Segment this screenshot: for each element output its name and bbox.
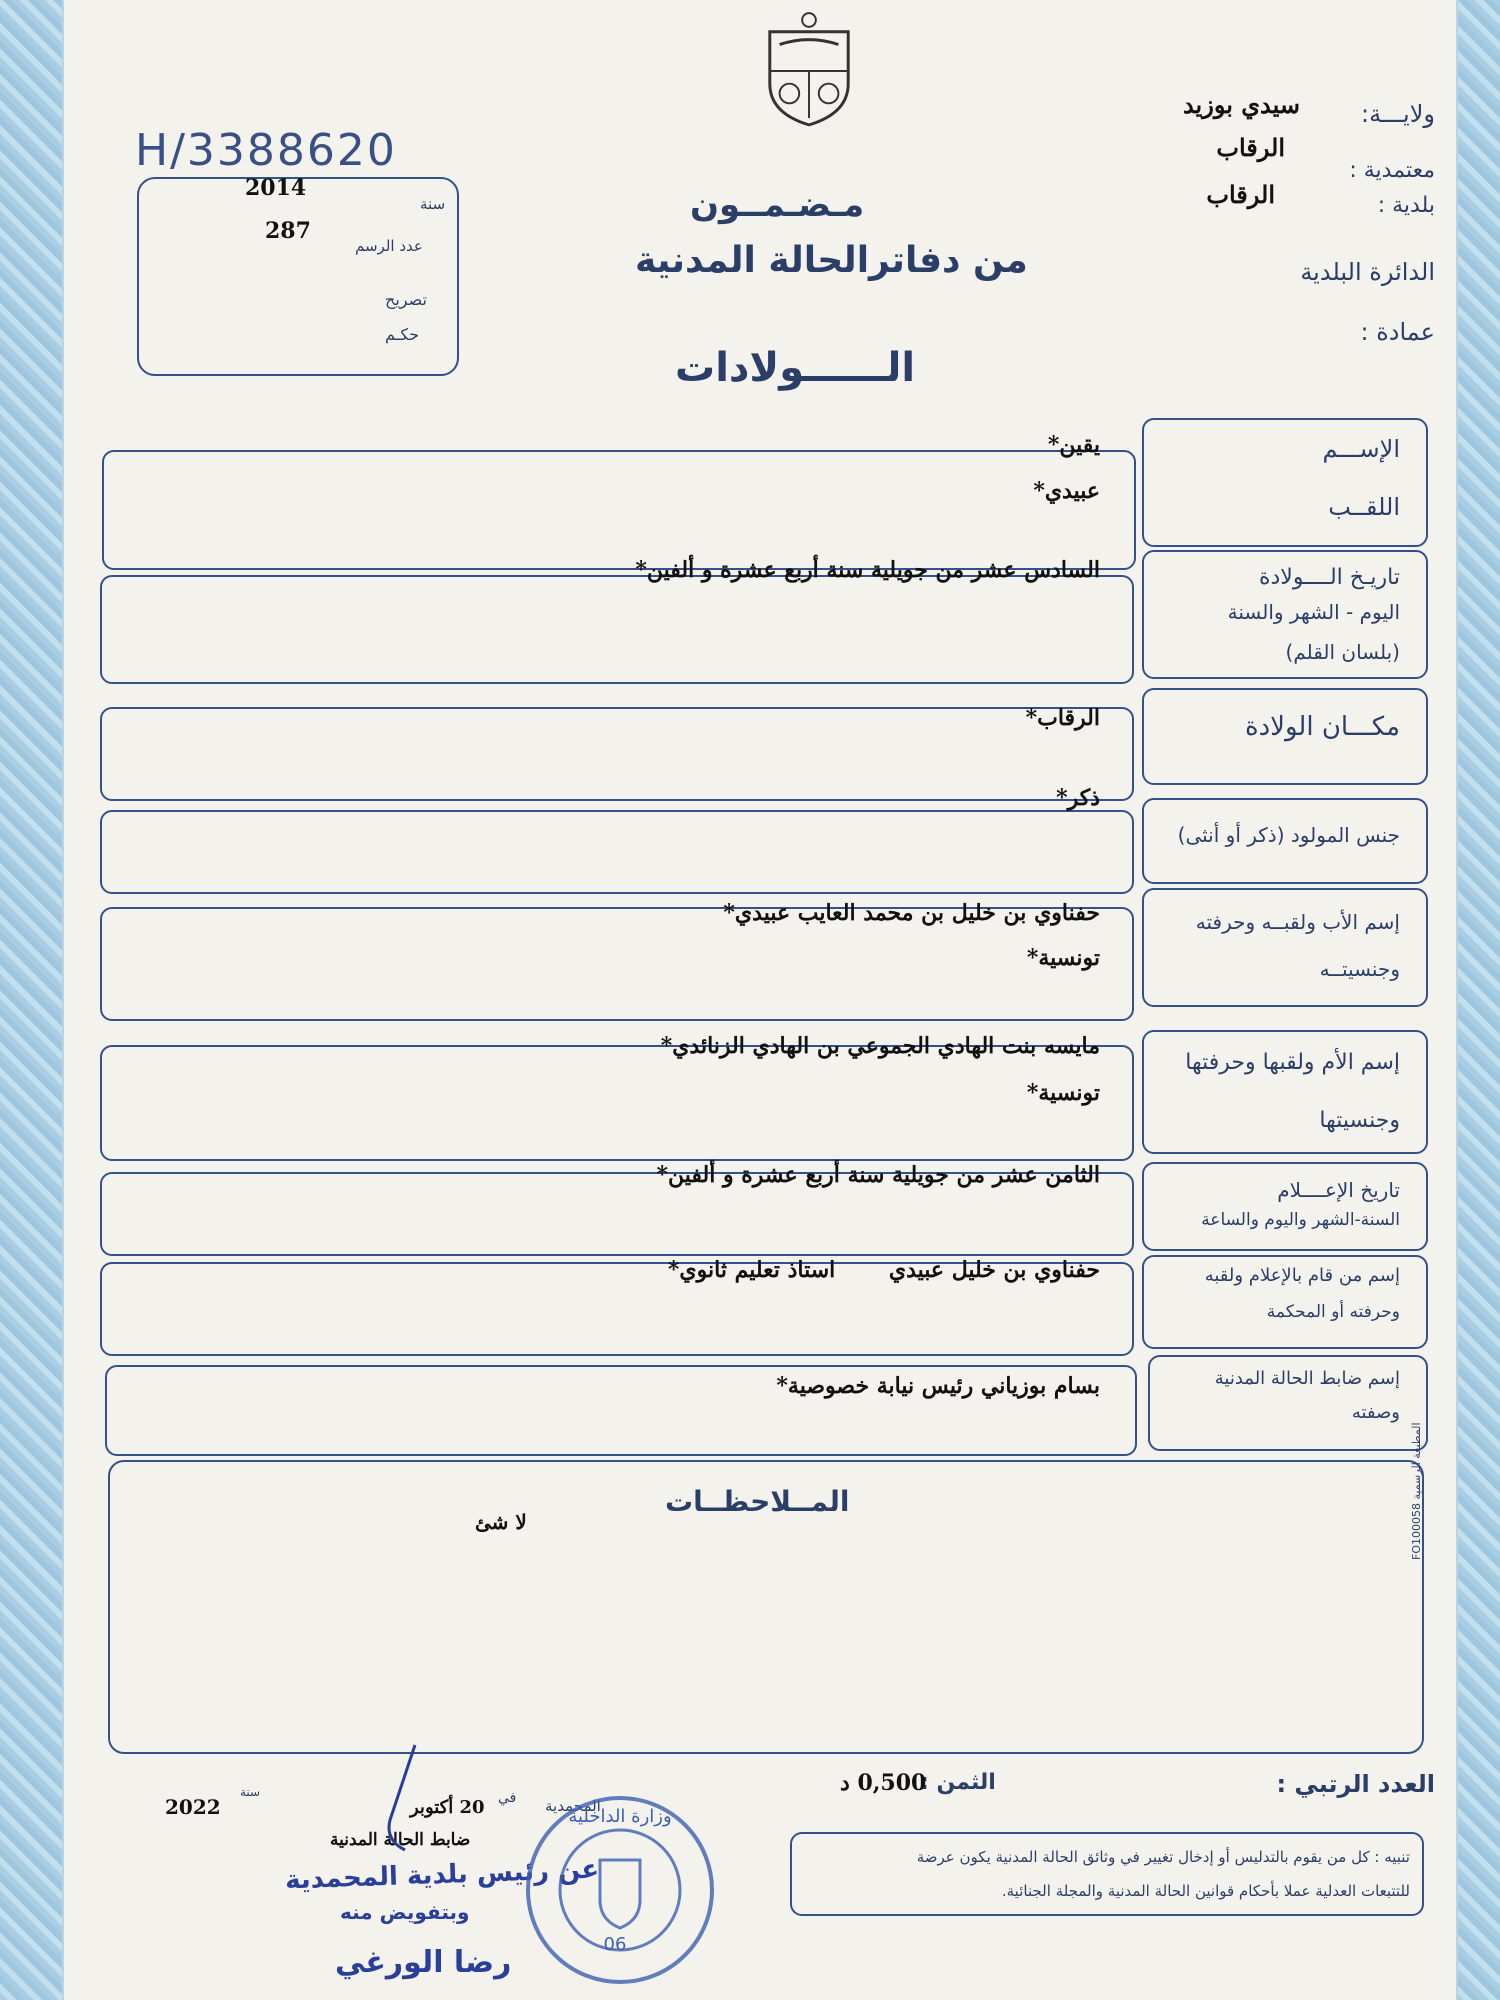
wilaya-label: ولايـــة: (1360, 100, 1435, 128)
printer-mark: المطبعة الرسمية FO100058 (1410, 1422, 1423, 1560)
price-value: 0,500 د (840, 1770, 927, 1796)
value-box-sex (100, 810, 1134, 894)
value-sex: ذكر* (1056, 785, 1100, 811)
label-declaration-date: تاريخ الإعــــلام (1277, 1178, 1400, 1202)
footer-place: المحمدية (545, 1797, 601, 1815)
tunisia-emblem-icon (760, 10, 858, 128)
registry-act-label: عدد الرسم (355, 237, 423, 255)
registry-judgment: حكـم (385, 325, 420, 344)
value-birth-place: الرقاب* (1025, 705, 1100, 731)
label-father: إسم الأب ولقبــه وحرفته (1195, 910, 1400, 934)
value-declarant: حفناوي بن خليل عبيدي استاذ تعليم ثانوي* (667, 1257, 1100, 1283)
label-declarant-sub: وحرفته أو المحكمة (1266, 1302, 1400, 1322)
registry-year-value: 2014 (245, 175, 307, 201)
omada-label: عمادة : (1360, 318, 1435, 346)
label-birth-date-sub: اليوم - الشهر والسنة (1227, 600, 1400, 624)
serial-number: H/3388620 (135, 125, 397, 176)
value-box-birth-date (100, 575, 1134, 684)
warning-line2: للتتبعات العدلية عملا بأحكام قوانين الحالة المدنية والمجلة الجنائية. (1001, 1882, 1410, 1900)
footer-officer: ضابط الحالة المدنية (330, 1830, 471, 1850)
notes-title: المــلاحظــات (665, 1485, 850, 1518)
label-mother: إسم الأم ولقبها وحرفتها (1185, 1050, 1400, 1075)
title-line2: من دفاترالحالة المدنية (635, 240, 1028, 281)
label-mother-nationality: وجنسيتها (1319, 1108, 1400, 1133)
label-name: الإســـم (1322, 435, 1400, 463)
label-box-declaration-date (1142, 1162, 1428, 1251)
label-father-nationality: وجنسيتــه (1319, 957, 1400, 981)
label-box-father (1142, 888, 1428, 1007)
label-officer-sub: وصفته (1351, 1402, 1400, 1423)
footer-date-prefix: في (498, 1790, 517, 1806)
seal-text: وزارة الداخلية (568, 1806, 672, 1827)
registry-declaration: تصريح (385, 290, 427, 309)
warning-line1: تنبيه : كل من يقوم بالتدليس أو إدخال تغيير في وثائق الحالة المدنية يكون عرضة (916, 1848, 1410, 1866)
registry-act-value: 287 (265, 218, 311, 244)
label-birth-date-pen: (بلسان القلم) (1285, 640, 1400, 664)
value-box-name (102, 450, 1136, 570)
signature-scribble-icon (360, 1740, 440, 1860)
footer-year-label: سنة (240, 1785, 261, 1799)
footer-year: 2022 (165, 1795, 221, 1819)
price-label: الثمن : (920, 1770, 996, 1795)
notes-value: لا شئ (475, 1510, 527, 1534)
label-declaration-date-sub: السنة-الشهر واليوم والساعة (1201, 1210, 1400, 1230)
label-birth-place: مكـــان الولادة (1244, 712, 1400, 742)
seal-number: 06 (603, 1934, 627, 1955)
baladia-value: الرقاب (1206, 180, 1275, 209)
value-birth-date: السادس عشر من جويلية سنة أربع عشرة و ألفين* (635, 557, 1100, 583)
value-declaration-date: الثامن عشر من جويلية سنة أربع عشرة و ألفين* (656, 1162, 1100, 1188)
title-line1: مـضـمــون (690, 185, 865, 225)
value-mother-nationality: تونسية* (1026, 1080, 1100, 1106)
motamadia-label: معتمدية : (1349, 158, 1435, 183)
registry-box (137, 177, 459, 376)
order-number-label: العدد الرتبي : (1276, 1770, 1435, 1798)
round-seal-icon (520, 1790, 720, 1990)
signature-line2: وبتفويض منه (340, 1900, 470, 1924)
daira-label: الدائرة البلدية (1300, 258, 1435, 286)
baladia-label: بلدية : (1377, 193, 1435, 218)
value-surname: عبيدي* (1033, 478, 1100, 504)
value-officer: بسام بوزياني رئيس نيابة خصوصية* (776, 1373, 1100, 1399)
label-officer: إسم ضابط الحالة المدنية (1214, 1368, 1400, 1389)
wilaya-value: سيدي بوزيد (1182, 90, 1300, 119)
label-surname: اللقــب (1328, 493, 1400, 521)
value-father: حفناوي بن خليل بن محمد العايب عبيدي* (723, 900, 1100, 926)
section-title: الــــــولادات (675, 345, 916, 391)
signature-name: رضا الورغي (335, 1945, 512, 1980)
label-box-mother (1142, 1030, 1428, 1154)
label-birth-date: تاريـخ الــــولادة (1258, 565, 1400, 590)
value-name: يقين* (1047, 432, 1100, 458)
label-declarant: إسم من قام بالإعلام ولقبه (1204, 1265, 1400, 1286)
motamadia-value: الرقاب (1216, 133, 1285, 162)
value-box-mother (100, 1045, 1134, 1161)
value-father-nationality: تونسية* (1026, 945, 1100, 971)
value-box-birth-place (100, 707, 1134, 801)
label-sex: جنس المولود (ذكر أو أنثى) (1177, 823, 1400, 847)
footer-date: 20 أكتوبر (410, 1797, 485, 1818)
registry-year-label: سنة (420, 195, 446, 213)
warning-box (790, 1832, 1424, 1916)
signature-line1: عن رئيس بلدية المحمدية (284, 1854, 600, 1896)
value-mother: مايسه بنت الهادي الجموعي بن الهادي الزنائدي* (660, 1033, 1100, 1059)
